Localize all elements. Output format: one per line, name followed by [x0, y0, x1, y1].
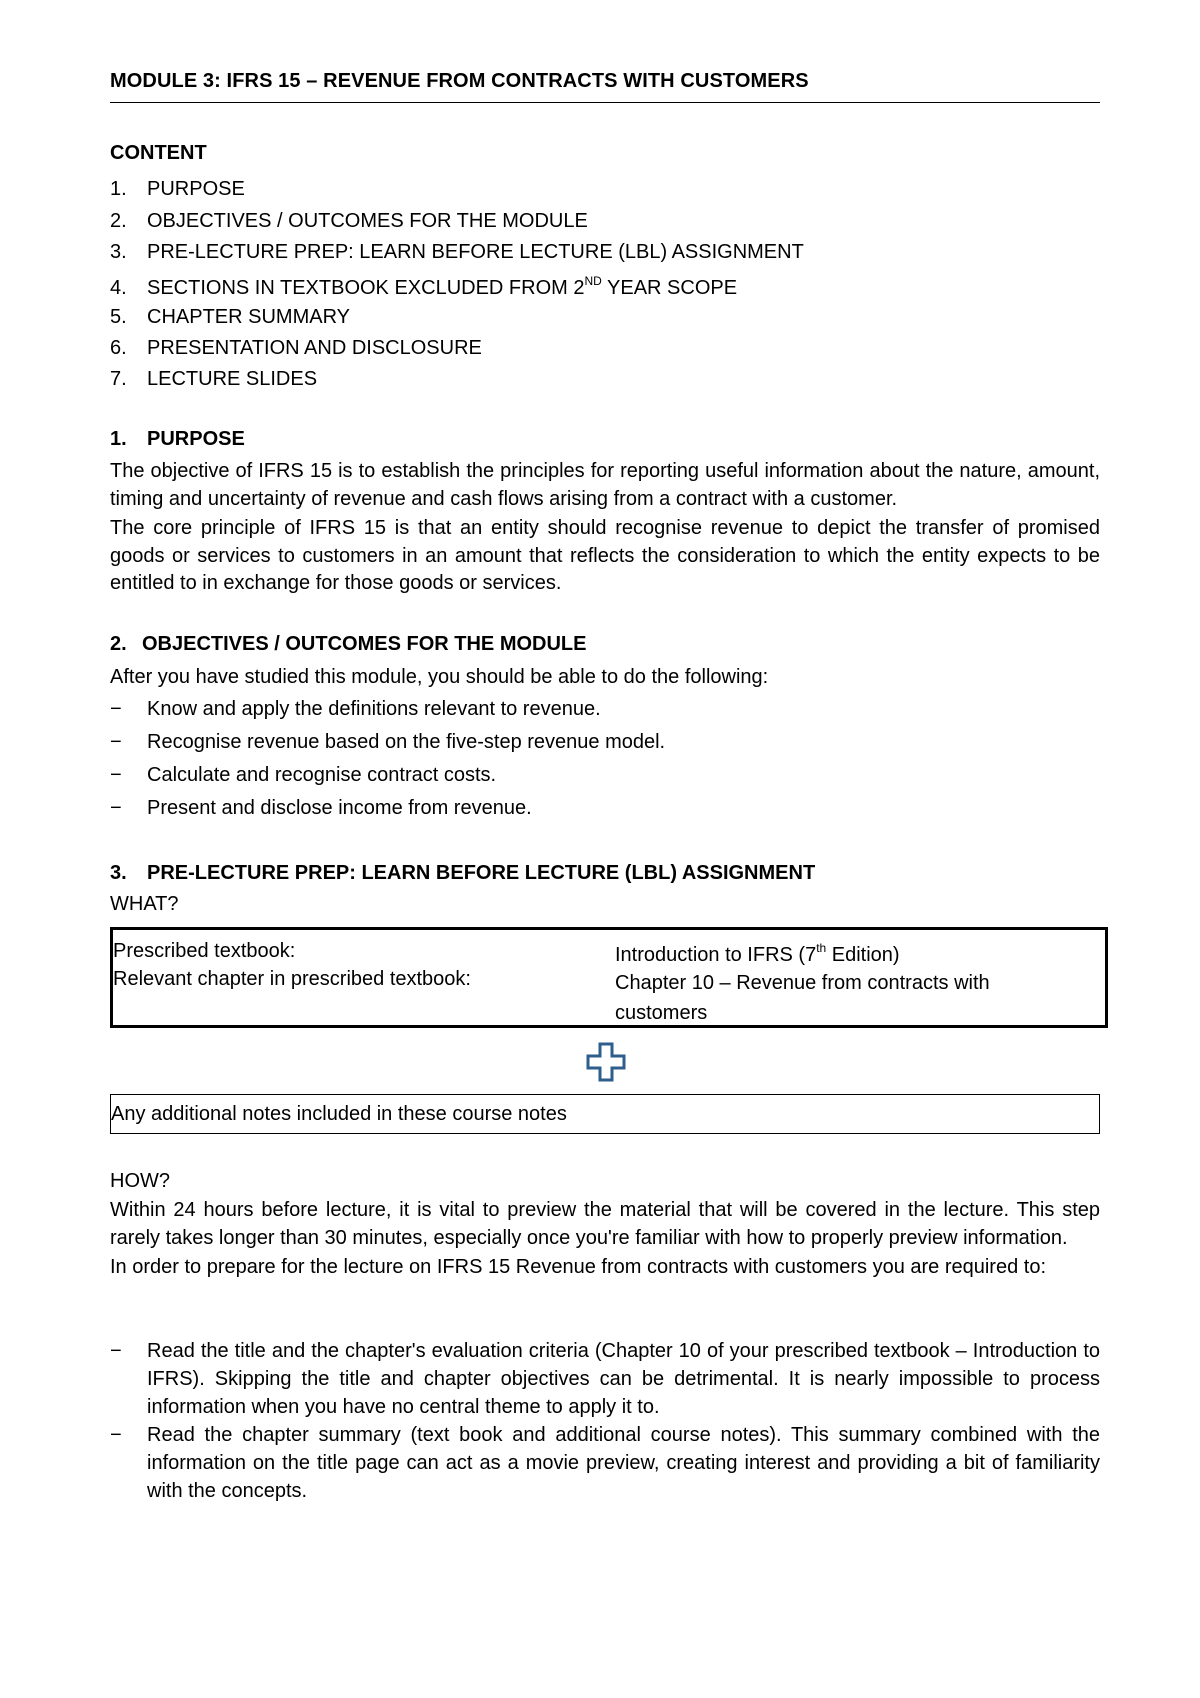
list-item-text: Know and apply the definitions relevant to revenue.	[147, 698, 601, 720]
section-heading-prep	[110, 862, 815, 885]
section-number: 3.	[110, 862, 127, 884]
dash-bullet: −	[110, 698, 122, 720]
section-heading-objectives	[110, 633, 586, 656]
item-number: 1.	[110, 178, 127, 200]
textbook-title: Introduction to IFRS (7	[615, 944, 817, 966]
item-text: PURPOSE	[147, 178, 245, 200]
content-heading: CONTENT	[110, 142, 207, 164]
dash-bullet: −	[110, 797, 122, 819]
item-text: PRE-LECTURE PREP: LEARN BEFORE LECTURE (LBL) ASSIGNMENT	[147, 241, 804, 263]
paragraph: Within 24 hours before lecture, it is vital to preview the material that will be covered in the lecture. This step rarely takes longer than 30 minutes, especially once you're familiar with how to properly preview information.	[110, 1199, 1100, 1249]
section-number: 2.	[110, 633, 127, 655]
item-text: OBJECTIVES / OUTCOMES FOR THE MODULE	[147, 209, 588, 232]
objectives-list	[110, 693, 1100, 825]
section-title: OBJECTIVES / OUTCOMES FOR THE MODULE	[142, 633, 587, 655]
item-number: 2.	[110, 209, 127, 232]
paragraph: The core principle of IFRS 15 is that an entity should recognise revenue to depict the transfer of promised goods or services to customers in an amount that reflects the consideration to which the entity expects to be entitled to in exchange for those goods or services.	[110, 517, 1100, 594]
document-page	[110, 0, 1100, 1698]
paragraph: The objective of IFRS 15 is to establish the principles for reporting useful information about the nature, amount, timing and uncertainty of revenue and cash flows arising from a contract with a customer.	[110, 460, 1100, 510]
item-text: LECTURE SLIDES	[147, 368, 318, 390]
list-item	[110, 726, 1100, 759]
item-number: 7.	[110, 368, 127, 390]
item-text: SECTIONS IN TEXTBOOK EXCLUDED FROM 2	[147, 276, 585, 299]
list-item-text: Read the title and the chapter's evaluation criteria (Chapter 10 of your prescribed textbook – Introduction to IFRS). Skipping the title and chapter objectives can be detrimental. It is nearly impossible to process information when you have no central theme to apply it to.	[147, 1340, 1100, 1418]
item-number: 6.	[110, 336, 127, 359]
what-label: WHAT?	[110, 893, 179, 915]
list-item	[110, 759, 1100, 792]
chapter-value: Chapter 10 – Revenue from contracts with customers	[615, 972, 990, 1024]
list-item	[110, 1338, 1100, 1421]
additional-notes-text: Any additional notes included in these course notes	[111, 1103, 567, 1125]
how-label: HOW?	[110, 1170, 170, 1192]
how-list	[110, 1338, 1100, 1507]
purpose-text	[110, 458, 1100, 600]
textbook-label: Prescribed textbook:	[113, 940, 296, 962]
dash-bullet: −	[110, 1424, 122, 1447]
section-number: 1.	[110, 428, 127, 450]
content-item	[110, 206, 804, 238]
item-number: 5.	[110, 305, 127, 328]
additional-notes-box	[110, 1094, 1100, 1134]
item-text: PRESENTATION AND DISCLOSURE	[147, 336, 482, 359]
item-text: CHAPTER SUMMARY	[147, 305, 350, 328]
textbook-edition: Edition)	[826, 944, 900, 966]
textbook-box	[110, 927, 1108, 1028]
content-item	[110, 364, 804, 396]
list-item	[110, 792, 1100, 825]
section-heading-purpose	[110, 428, 245, 451]
section-title: PRE-LECTURE PREP: LEARN BEFORE LECTURE (LBL) ASSIGNMENT	[147, 862, 816, 884]
plus-icon	[586, 1042, 626, 1082]
content-list	[110, 174, 804, 396]
item-number: 3.	[110, 241, 127, 263]
content-item	[110, 304, 804, 333]
content-item	[110, 269, 804, 304]
list-item-text: Recognise revenue based on the five-step revenue model.	[147, 731, 666, 753]
item-number: 4.	[110, 276, 127, 299]
item-superscript: ND	[584, 273, 602, 288]
document-header: MODULE 3: IFRS 15 – REVENUE FROM CONTRACTS WITH CUSTOMERS	[110, 70, 1100, 103]
content-item	[110, 237, 804, 269]
list-item-text: Read the chapter summary (text book and additional course notes). This summary combined with the information on the title page can act as a movie preview, creating interest and providing a bit of familiarity with the concepts.	[147, 1424, 1100, 1502]
section-title: PURPOSE	[147, 428, 245, 450]
list-item	[110, 1422, 1100, 1505]
list-item-text: Calculate and recognise contract costs.	[147, 764, 497, 786]
dash-bullet: −	[110, 1340, 122, 1362]
how-text	[110, 1197, 1100, 1284]
list-item	[110, 693, 1100, 726]
dash-bullet: −	[110, 764, 122, 786]
dash-bullet: −	[110, 731, 122, 753]
item-text-tail: YEAR SCOPE	[601, 276, 738, 299]
content-item	[110, 333, 804, 365]
paragraph: In order to prepare for the lecture on IFRS 15 Revenue from contracts with customers you are required to:	[110, 1256, 1047, 1278]
chapter-label: Relevant chapter in prescribed textbook:	[113, 968, 471, 990]
textbook-value	[615, 940, 1055, 970]
edition-superscript: th	[816, 941, 827, 955]
content-item	[110, 174, 804, 206]
objectives-intro: After you have studied this module, you should be able to do the following:	[110, 666, 769, 688]
list-item-text: Present and disclose income from revenue.	[147, 797, 532, 819]
